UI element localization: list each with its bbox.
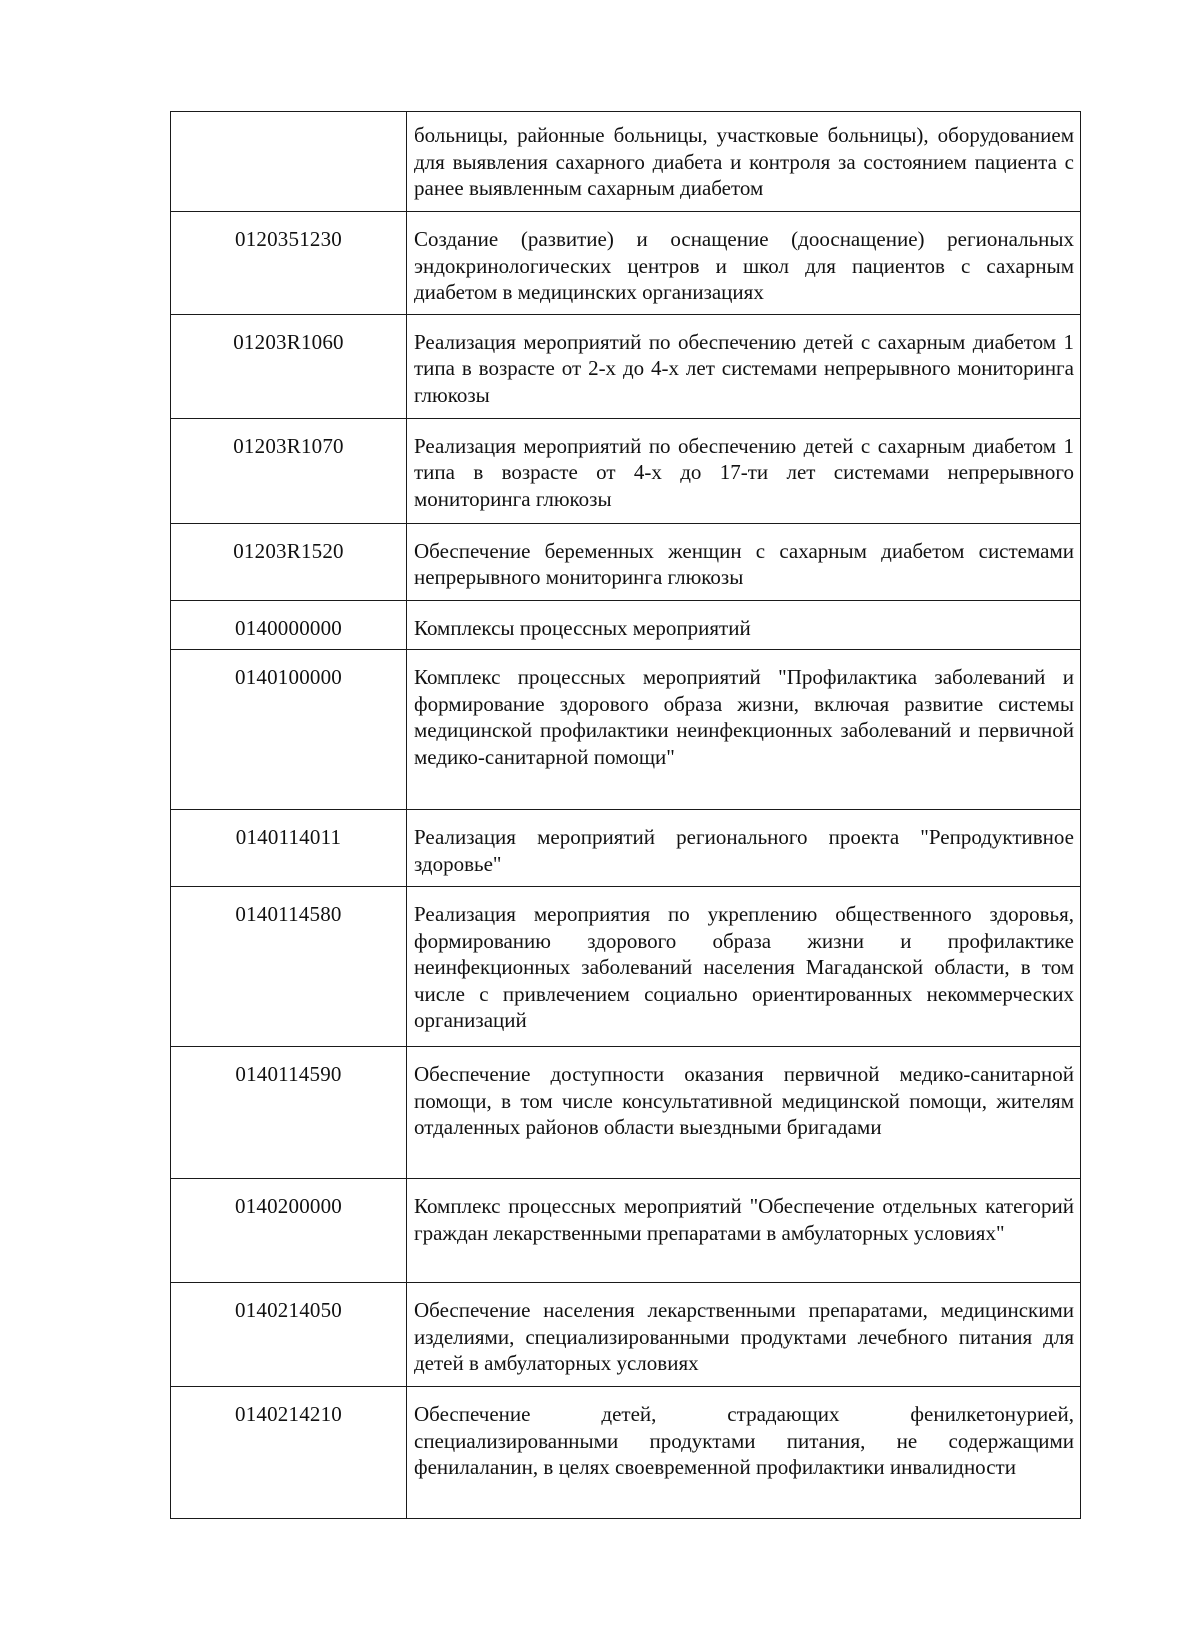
description-text: Обеспечение детей, страдающих фенилкетонурией, специализированными продуктами питания, не содержащими фенилаланин, в целях своевременной профилактики инвалидности [414,1402,1074,1479]
description-text: Обеспечение беременных женщин с сахарным диабетом системами непрерывного мониторинга глюкозы [414,538,1074,589]
description-cell [407,600,1081,650]
description-text: Комплекс процессных мероприятий "Обеспечение отдельных категорий граждан лекарственными препаратами в амбулаторных условиях" [414,1194,1074,1245]
description-text: Обеспечение доступности оказания первичной медико-санитарной помощи, в том числе консультативной медицинской помощи, жителям отдаленных районов области выездными бригадами [414,1062,1074,1139]
description-cell [407,810,1081,887]
code-cell: 0140100000 [171,650,407,810]
table-row [171,1387,1081,1519]
table-row [171,600,1081,650]
table-row [171,314,1081,418]
code-cell: 01203R1070 [171,418,407,523]
description-cell [407,1047,1081,1179]
description-cell [407,1387,1081,1519]
table-row [171,212,1081,315]
description-cell [407,523,1081,600]
code-cell: 0140214050 [171,1283,407,1387]
description-text: Обеспечение населения лекарственными препаратами, медицинскими изделиями, специализированными продуктами лечебного питания для детей в амбулаторных условиях [414,1298,1074,1375]
description-cell [407,887,1081,1047]
table-row [171,1179,1081,1283]
code-cell: 0140114011 [171,810,407,887]
description-cell [407,212,1081,315]
code-cell: 01203R1520 [171,523,407,600]
description-text: Реализация мероприятий регионального проекта "Репродуктивное здоровье" [414,825,1074,876]
table-row [171,1283,1081,1387]
description-cell [407,112,1081,212]
code-cell: 0140114590 [171,1047,407,1179]
description-text: Создание (развитие) и оснащение (дооснащение) региональных эндокринологических центров и школ для пациентов с сахарным диабетом в медицинских организациях [414,227,1074,304]
code-cell [171,112,407,212]
code-cell: 0140200000 [171,1179,407,1283]
code-cell: 01203R1060 [171,314,407,418]
description-text: Реализация мероприятия по укреплению общественного здоровья, формированию здорового образа жизни и профилактике неинфекционных заболеваний населения Магаданской области, в том числе с привлечением социально ориентированных некоммерческих организаций [414,902,1074,1032]
table-body [171,112,1081,1519]
table-row [171,523,1081,600]
description-cell [407,1283,1081,1387]
description-cell [407,1179,1081,1283]
code-cell: 0120351230 [171,212,407,315]
description-cell [407,650,1081,810]
description-cell [407,314,1081,418]
table-row [171,1047,1081,1179]
table-row [171,112,1081,212]
table-row [171,887,1081,1047]
description-text: Комплекс процессных мероприятий "Профилактика заболеваний и формирование здорового образа жизни, включая развитие системы медицинской профилактики неинфекционных заболеваний и первичной медико-санитарной помощи" [414,665,1074,769]
budget-codes-table [170,111,1081,1519]
code-cell: 0140114580 [171,887,407,1047]
description-text: Реализация мероприятий по обеспечению детей с сахарным диабетом 1 типа в возрасте от 4-х до 17-ти лет системами непрерывного мониторинга глюкозы [414,433,1074,511]
table-row [171,650,1081,810]
table-row [171,418,1081,523]
table-row [171,810,1081,887]
code-cell: 0140000000 [171,600,407,650]
description-text: больницы, районные больницы, участковые больницы), оборудованием для выявления сахарного диабета и контроля за состоянием пациента с ранее выявленным сахарным диабетом [414,123,1074,200]
description-text: Реализация мероприятий по обеспечению детей с сахарным диабетом 1 типа в возрасте от 2-х до 4-х лет системами непрерывного мониторинга глюкозы [414,329,1074,407]
code-cell: 0140214210 [171,1387,407,1519]
description-text: Комплексы процессных мероприятий [414,615,751,640]
description-cell [407,418,1081,523]
